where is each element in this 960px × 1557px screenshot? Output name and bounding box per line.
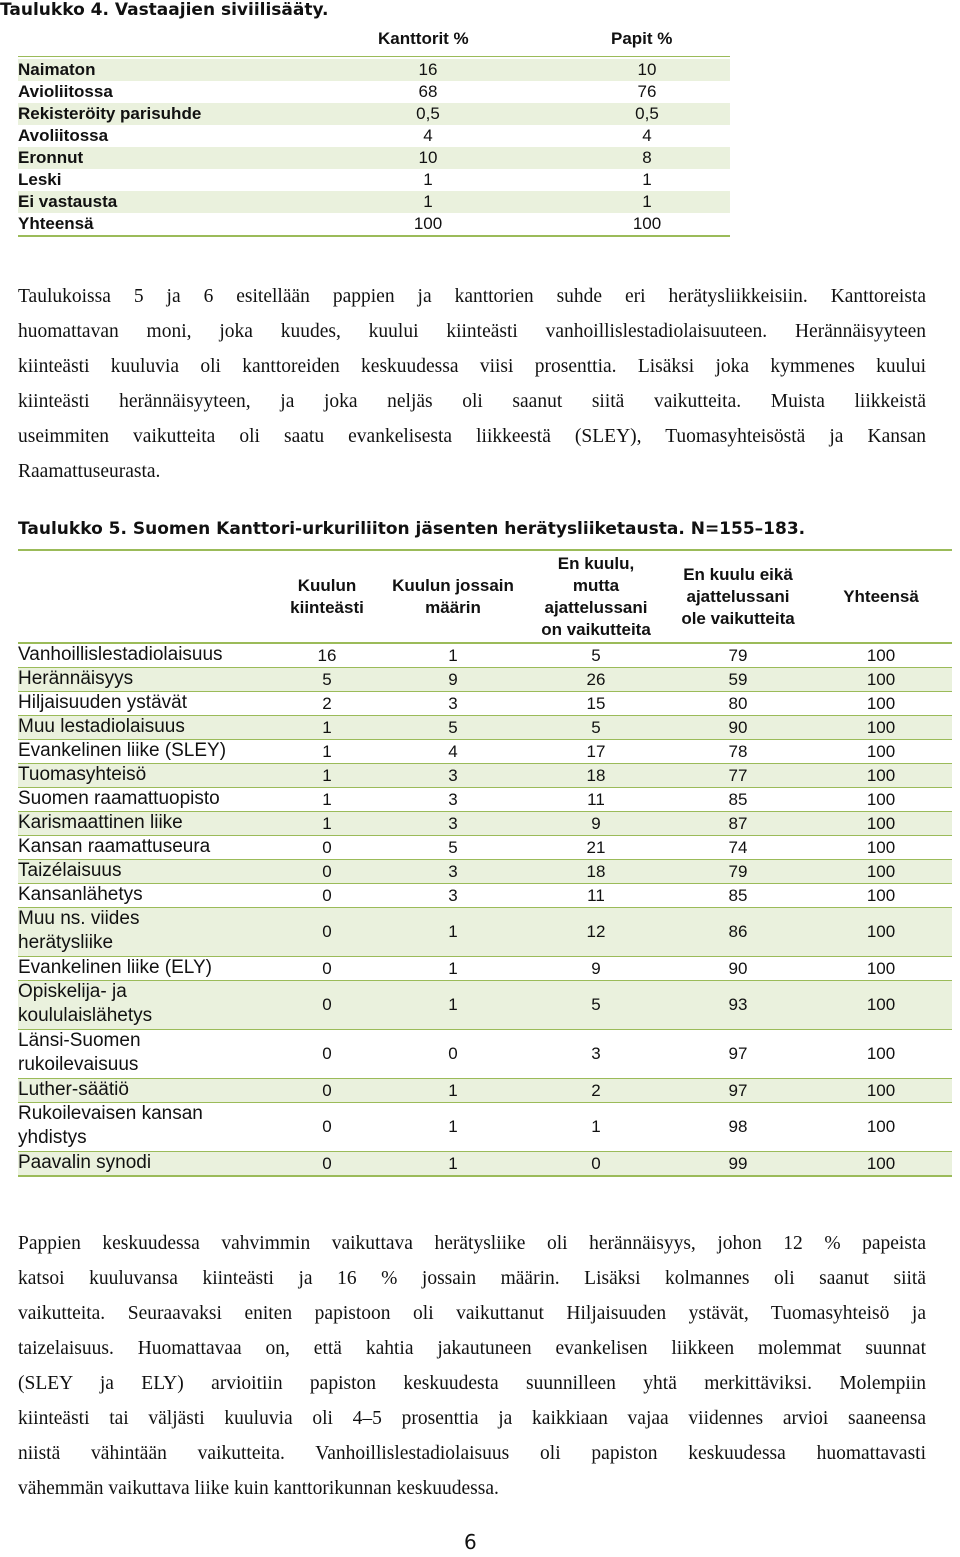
table5-cell: 100 — [866, 790, 896, 809]
table5-cell: 1 — [448, 1117, 458, 1136]
table5-cell: 3 — [448, 814, 458, 833]
table5-cell: 97 — [728, 1081, 748, 1100]
table5-cell: 100 — [866, 670, 896, 689]
table5-cell: 0 — [322, 862, 332, 881]
table5-row — [18, 836, 952, 860]
table5-cell: 3 — [448, 886, 458, 905]
table4-row — [18, 81, 730, 103]
table5-row-label: Tuomasyhteisö — [18, 764, 147, 785]
table5-row-label: Muu ns. viides — [18, 908, 140, 929]
table5-cell: 1 — [322, 766, 332, 785]
table5-cell: 1 — [448, 922, 458, 941]
table5-cell: 100 — [866, 959, 896, 978]
table4-row-label: Avioliitossa — [18, 82, 113, 101]
table4-row — [18, 125, 730, 147]
table5-cell: 100 — [866, 886, 896, 905]
table4-cell-papit: 1 — [642, 192, 652, 211]
paragraph-line: vähemmän vaikuttava liike kuin kanttorikunnan keskuudessa. — [18, 1478, 499, 1499]
table5-header-line: ajattelussani — [544, 597, 648, 617]
table5-cell: 93 — [728, 995, 748, 1014]
table5-cell: 100 — [866, 1081, 896, 1100]
table5-cell: 59 — [728, 670, 748, 689]
table5-row-label: Suomen raamattuopisto — [18, 788, 220, 809]
table5-cell: 79 — [728, 646, 748, 665]
table5-cell: 1 — [448, 646, 458, 665]
table5-cell: 9 — [591, 814, 601, 833]
table5-row-label: koululaislähetys — [18, 1005, 153, 1026]
table5-cell: 18 — [586, 862, 606, 881]
table5 — [18, 549, 952, 1177]
table5-header-line: on vaikutteita — [541, 619, 651, 639]
table4-row-label: Yhteensä — [18, 214, 94, 233]
table5-cell: 90 — [728, 959, 748, 978]
table5-cell: 12 — [586, 922, 606, 941]
table5-cell: 1 — [591, 1117, 601, 1136]
paragraph-line: taizelaisuus. Huomattavaa on, että kahtia jakautuneen evankelisen liikkeen molemmat suunnat — [18, 1338, 926, 1359]
paragraph-line: niistä vähintään vaikutteita. Vanhoillislestadiolaisuus oli papiston keskuudessa huomattavasti — [18, 1443, 926, 1464]
table5-row — [18, 1152, 952, 1177]
table5-cell: 0 — [322, 959, 332, 978]
table5-row — [18, 644, 952, 668]
table5-row-label: Herännäisyys — [18, 668, 134, 689]
table4-header-kanttorit: Kanttorit % — [378, 29, 469, 48]
table5-cell: 3 — [448, 694, 458, 713]
table5-cell: 5 — [591, 718, 601, 737]
paragraph-1 — [18, 279, 926, 489]
paragraph-line: vaikutteita. Seuraavaksi eniten papistoon oli vaikuttanut Hiljaisuuden ystävät, Tuomasyhteisö ja — [18, 1303, 926, 1324]
table5-row — [18, 668, 952, 692]
table5-cell: 17 — [586, 742, 606, 761]
table4-cell-kanttorit: 10 — [418, 148, 438, 167]
table5-row-label: Muu lestadiolaisuus — [18, 716, 185, 737]
table4-cell-kanttorit: 100 — [413, 214, 443, 233]
table5-cell: 0 — [448, 1044, 458, 1063]
table5-cell: 78 — [728, 742, 748, 761]
table5-cell: 5 — [322, 670, 332, 689]
table5-cell: 74 — [728, 838, 748, 857]
table5-row-label: Taizélaisuus — [18, 860, 122, 881]
paragraph-line: Taulukoissa 5 ja 6 esitellään pappien ja kanttorien suhde eri herätysliikkeisiin. Kanttoreista — [18, 286, 926, 307]
table5-cell: 77 — [728, 766, 748, 785]
table5-cell: 1 — [448, 959, 458, 978]
table5-cell: 1 — [322, 790, 332, 809]
table5-cell: 100 — [866, 646, 896, 665]
table5-cell: 2 — [591, 1081, 601, 1100]
table5-cell: 16 — [317, 646, 337, 665]
table4-row-label: Eronnut — [18, 148, 84, 167]
table5-cell: 0 — [322, 922, 332, 941]
table5-header-ei-vaikutteita — [668, 551, 808, 642]
table5-cell: 2 — [322, 694, 332, 713]
table5-row-label: Karismaattinen liike — [18, 812, 183, 833]
table5-header-line: En kuulu, — [557, 553, 635, 573]
paragraph-line: (SLEY ja ELY) arvioitiin papiston keskuudesta suunnilleen yhtä merkittäviksi. Molempiin — [18, 1373, 926, 1394]
table5-cell: 0 — [591, 1154, 601, 1173]
paragraph-line: katsoi kuuluvansa kiinteästi ja 16 % jossain määrin. Lisäksi kolmannes oli saanut siitä — [18, 1268, 926, 1289]
table5-header-line: ajattelussani — [686, 586, 790, 606]
table5-cell: 100 — [866, 862, 896, 881]
paragraph-line: huomattavan moni, joka kuudes, kuului kiinteästi vanhoillislestadiolaisuuteen. Herännäisyyteen — [18, 321, 926, 342]
table5-cell: 0 — [322, 1081, 332, 1100]
table5-cell: 100 — [866, 742, 896, 761]
table5-row-label: Luther-säätiö — [18, 1079, 129, 1100]
table5-cell: 0 — [322, 838, 332, 857]
table5-cell: 100 — [866, 838, 896, 857]
table4-row — [18, 103, 730, 125]
table5-row-label: Länsi-Suomen — [18, 1030, 141, 1051]
table4-cell-kanttorit: 0,5 — [416, 104, 440, 123]
table5-cell: 90 — [728, 718, 748, 737]
table5-cell: 97 — [728, 1044, 748, 1063]
table5-row-label: Vanhoillislestadiolaisuus — [18, 644, 223, 665]
table5-header-yhteensa — [818, 551, 944, 642]
table5-cell: 1 — [322, 718, 332, 737]
table5-header-line: määrin — [425, 597, 481, 617]
table5-cell: 1 — [448, 1081, 458, 1100]
table5-row — [18, 764, 952, 788]
table4-cell-kanttorit: 1 — [423, 192, 433, 211]
table5-cell: 9 — [448, 670, 458, 689]
table4-caption: Taulukko 4. Vastaajien siviilisääty. — [0, 0, 329, 20]
table5-cell: 5 — [448, 838, 458, 857]
table5-cell: 1 — [448, 1154, 458, 1173]
paragraph-line: Raamattuseurasta. — [18, 461, 161, 482]
table5-row — [18, 716, 952, 740]
table5-cell: 85 — [728, 790, 748, 809]
table4 — [18, 26, 730, 237]
table5-cell: 85 — [728, 886, 748, 905]
table5-cell: 1 — [322, 742, 332, 761]
table4-header — [18, 26, 730, 57]
table5-cell: 5 — [591, 646, 601, 665]
paragraph-line: kiinteästi tai väljästi kuuluvia oli 4–5 prosenttia ja kaikkiaan vajaa viidennes arvioi saaneensa — [18, 1408, 926, 1429]
table5-cell: 100 — [866, 1117, 896, 1136]
table5-row-label: Hiljaisuuden ystävät — [18, 692, 187, 713]
table5-row-label: Opiskelija- ja — [18, 981, 127, 1002]
table5-cell: 11 — [587, 886, 605, 905]
table5-row-label: yhdistys — [18, 1127, 87, 1148]
table5-cell: 100 — [866, 1044, 896, 1063]
table5-cell: 11 — [587, 790, 605, 809]
table5-header-vaikutteita — [524, 551, 668, 642]
table4-cell-kanttorit: 16 — [418, 60, 438, 79]
table5-cell: 3 — [448, 862, 458, 881]
table5-row — [18, 1103, 952, 1152]
table5-row — [18, 812, 952, 836]
table5-cell: 0 — [322, 886, 332, 905]
table5-cell: 98 — [728, 1117, 748, 1136]
table4-bottom-rule — [18, 235, 730, 237]
table4-row — [18, 191, 730, 213]
table4-cell-papit: 4 — [642, 126, 652, 145]
table5-header-line: Kuulun jossain — [392, 575, 514, 595]
table5-cell: 0 — [322, 1044, 332, 1063]
table5-cell: 100 — [866, 995, 896, 1014]
table5-row-label: Evankelinen liike (SLEY) — [18, 740, 227, 761]
table5-row-label: Paavalin synodi — [18, 1152, 152, 1173]
paragraph-line: useimmiten vaikutteita oli saatu evankelisesta liikkeestä (SLEY), Tuomasyhteisöstä ja Kansan — [18, 426, 926, 447]
table4-header-papit: Papit % — [611, 29, 673, 48]
table5-cell: 3 — [448, 766, 458, 785]
table5-cell: 80 — [728, 694, 748, 713]
paragraph-2 — [18, 1226, 926, 1506]
table4-row-label: Avoliitossa — [18, 126, 109, 145]
table5-row — [18, 740, 952, 764]
table4-row — [18, 59, 730, 81]
table5-header — [18, 549, 952, 644]
table5-header-line: kiinteästi — [290, 597, 364, 617]
table5-header-kiintea — [272, 551, 382, 642]
table5-cell: 1 — [322, 814, 332, 833]
table5-cell: 100 — [866, 922, 896, 941]
table5-body — [18, 644, 952, 1177]
table5-row — [18, 692, 952, 716]
table4-row-label: Rekisteröity parisuhde — [18, 104, 202, 123]
table5-header-line: Yhteensä — [843, 586, 919, 606]
table4-cell-kanttorit: 68 — [418, 82, 438, 101]
table5-cell: 15 — [586, 694, 606, 713]
table4-cell-papit: 10 — [637, 60, 657, 79]
table5-cell: 79 — [728, 862, 748, 881]
table4-row-label: Ei vastausta — [18, 192, 118, 211]
table4-cell-papit: 8 — [642, 148, 652, 167]
table5-cell: 86 — [728, 922, 748, 941]
table5-row — [18, 788, 952, 812]
table4-row — [18, 147, 730, 169]
table5-row-label: Kansan raamattuseura — [18, 836, 211, 857]
table5-row — [18, 957, 952, 981]
table4-row-label: Leski — [18, 170, 62, 189]
table5-header-line: mutta — [572, 575, 620, 595]
table4-cell-papit: 1 — [642, 170, 652, 189]
table5-header-jossain — [382, 551, 524, 642]
table5-cell: 87 — [728, 814, 748, 833]
table5-cell: 99 — [728, 1154, 748, 1173]
table5-row-label: rukoilevaisuus — [18, 1054, 139, 1075]
paragraph-line: kiinteästi kuuluvia oli kanttoreiden keskuudessa viisi prosenttia. Lisäksi joka kymmenes kuului — [18, 356, 926, 377]
table5-row-label: Rukoilevaisen kansan — [18, 1103, 203, 1124]
table5-cell: 4 — [448, 742, 458, 761]
table5-row-label: herätysliike — [18, 932, 114, 953]
table5-row-label: Kansanlähetys — [18, 884, 143, 905]
table5-row — [18, 860, 952, 884]
table5-row — [18, 1030, 952, 1079]
table5-header-line: Kuulun — [297, 575, 357, 595]
page-number: 6 — [464, 1530, 477, 1554]
table5-cell: 1 — [448, 995, 458, 1014]
table4-row — [18, 169, 730, 191]
table5-cell: 3 — [591, 1044, 601, 1063]
table4-cell-papit: 0,5 — [635, 104, 659, 123]
table5-cell: 18 — [586, 766, 606, 785]
table5-cell: 21 — [586, 838, 606, 857]
table5-cell: 100 — [866, 718, 896, 737]
table5-cell: 100 — [866, 1154, 896, 1173]
table5-cell: 5 — [448, 718, 458, 737]
table5-row — [18, 1079, 952, 1103]
table5-cell: 9 — [591, 959, 601, 978]
table5-row — [18, 981, 952, 1030]
table5-header-line: ole vaikutteita — [681, 608, 795, 628]
table5-row — [18, 908, 952, 957]
table5-row — [18, 884, 952, 908]
paragraph-line: Pappien keskuudessa vahvimmin vaikuttava herätysliike oli herännäisyys, johon 12 % papeista — [18, 1233, 926, 1254]
table5-header-line: En kuulu eikä — [683, 564, 793, 584]
table4-row-label: Naimaton — [18, 60, 96, 79]
table4-row — [18, 213, 730, 235]
table5-cell: 5 — [591, 995, 601, 1014]
table4-cell-papit: 76 — [637, 82, 657, 101]
table5-cell: 3 — [448, 790, 458, 809]
table5-row-label: Evankelinen liike (ELY) — [18, 957, 212, 978]
table5-cell: 0 — [322, 995, 332, 1014]
table5-cell: 26 — [586, 670, 606, 689]
table5-caption: Taulukko 5. Suomen Kanttori-urkuriliiton jäsenten herätysliiketausta. N=155–183. — [18, 519, 806, 539]
paragraph-line: kiinteästi herännäisyyteen, ja joka neljäs oli saanut siitä vaikutteita. Muista liikkeistä — [18, 391, 926, 412]
table5-cell: 100 — [866, 694, 896, 713]
table4-cell-kanttorit: 4 — [423, 126, 433, 145]
table5-cell: 0 — [322, 1154, 332, 1173]
table4-cell-papit: 100 — [632, 214, 662, 233]
table5-cell: 0 — [322, 1117, 332, 1136]
table5-cell: 100 — [866, 814, 896, 833]
table5-cell: 100 — [866, 766, 896, 785]
table4-cell-kanttorit: 1 — [423, 170, 433, 189]
table4-body — [18, 59, 730, 237]
